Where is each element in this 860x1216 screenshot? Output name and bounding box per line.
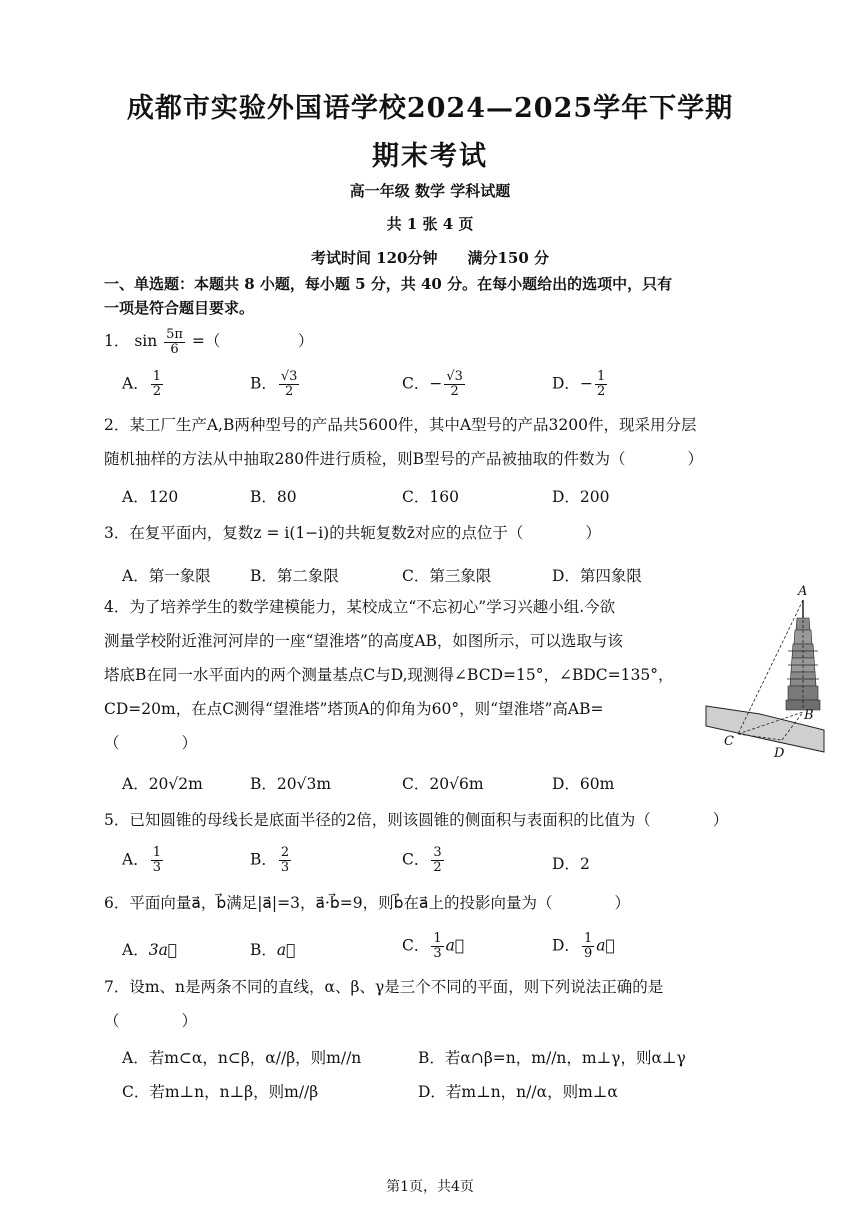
section1-heading-line2: 一项是符合题目要求。 bbox=[104, 299, 255, 317]
option-label: B． bbox=[250, 850, 277, 869]
q1-frac-den: 6 bbox=[170, 341, 179, 357]
option-label: A． bbox=[122, 941, 149, 959]
option-tail: a⃗ bbox=[596, 936, 615, 955]
question-7-line1: 7．设m、n是两条不同的直线，α、β、γ是三个不同的平面，则下列说法正确的是 bbox=[104, 978, 664, 996]
question-4-line3: 塔底B在同一水平面内的两个测量基点C与D,现测得∠BCD=15°，∠BDC=135°， bbox=[104, 666, 674, 684]
q5-option-b[interactable] bbox=[250, 846, 293, 875]
question-2-line1: 2．某工厂生产A,B两种型号的产品共5600件，其中A型号的产品3200件，现采用分层 bbox=[104, 416, 697, 434]
question-7-line2: （ ） bbox=[104, 1012, 198, 1030]
frac-den: 2 bbox=[285, 384, 294, 399]
q3-option-c[interactable]: C．第三象限 bbox=[402, 567, 492, 585]
q1-func: sin bbox=[134, 332, 158, 350]
option-label: D． bbox=[552, 855, 580, 873]
option-label: C． bbox=[402, 850, 430, 869]
option-label: B． bbox=[250, 941, 277, 959]
q2-option-b[interactable]: B．80 bbox=[250, 488, 297, 506]
frac-num: 1 bbox=[596, 369, 606, 384]
option-sign: − bbox=[579, 374, 593, 393]
q1-option-c[interactable] bbox=[402, 370, 467, 399]
q5-option-c[interactable] bbox=[402, 846, 446, 875]
label-c: C bbox=[724, 734, 734, 749]
option-label: B． bbox=[250, 374, 277, 393]
frac-num: √3 bbox=[280, 369, 298, 384]
frac-den: 2 bbox=[596, 384, 606, 399]
option-fraction bbox=[151, 370, 163, 399]
question-4-line1: 4．为了培养学生的数学建模能力，某校成立“不忘初心”学习兴趣小组.今欲 bbox=[104, 598, 616, 616]
frac-den: 3 bbox=[280, 860, 290, 875]
frac-num: 3 bbox=[433, 845, 442, 860]
frac-den: 9 bbox=[583, 946, 593, 961]
option-fraction bbox=[279, 370, 300, 399]
question-1-stem bbox=[104, 324, 313, 358]
page-footer: 第1页，共4页 bbox=[386, 1179, 474, 1195]
question-3-line1: 3．在复平面内，复数z = i(1−i)的共轭复数z̄对应的点位于（ ） bbox=[104, 524, 601, 542]
option-fraction bbox=[595, 370, 607, 399]
q2-option-c[interactable]: C．160 bbox=[402, 488, 459, 506]
option-fraction bbox=[431, 932, 443, 961]
question-5-line1: 5．已知圆锥的母线长是底面半径的2倍，则该圆锥的侧面积与表面积的比值为（ ） bbox=[104, 811, 729, 829]
q3-option-b[interactable]: B．第二象限 bbox=[250, 567, 339, 585]
option-fraction bbox=[431, 846, 443, 875]
frac-den: 3 bbox=[433, 946, 442, 961]
option-label: C． bbox=[402, 374, 430, 393]
q2-option-a[interactable]: A．120 bbox=[122, 488, 179, 506]
option-value: 3a⃗ bbox=[148, 941, 178, 959]
option-label: A． bbox=[122, 374, 149, 393]
exam-info-line: 考试时间 120分钟 满分150 分 bbox=[310, 249, 550, 267]
q7-option-d[interactable]: D．若m⊥n，n//α，则m⊥α bbox=[418, 1083, 618, 1101]
frac-num: 1 bbox=[433, 931, 442, 946]
pages-line: 共 1 张 4 页 bbox=[386, 215, 474, 233]
option-value: a⃗ bbox=[276, 941, 296, 959]
frac-num: 1 bbox=[152, 369, 161, 384]
q2-option-d[interactable]: D．200 bbox=[552, 488, 610, 506]
q3-option-a[interactable]: A．第一象限 bbox=[122, 567, 211, 585]
label-a: A bbox=[798, 584, 808, 599]
q4-option-b[interactable]: B．20√3m bbox=[250, 775, 332, 793]
option-label: D． bbox=[552, 374, 580, 393]
q3-option-d[interactable]: D．第四象限 bbox=[552, 567, 642, 585]
q1-suffix: =（ ） bbox=[191, 332, 314, 350]
option-label: C． bbox=[402, 936, 430, 955]
q1-option-b[interactable] bbox=[250, 370, 301, 399]
option-label: D． bbox=[552, 936, 580, 955]
frac-num: 1 bbox=[152, 845, 161, 860]
subject-line: 高一年级 数学 学科试题 bbox=[349, 182, 511, 200]
tower-figure bbox=[700, 584, 830, 772]
option-tail: a⃗ bbox=[445, 936, 465, 955]
option-fraction bbox=[582, 932, 594, 961]
section1-heading-line1: 一、单选题：本题共 8 小题，每小题 5 分，共 40 分。在每小题给出的选项中，只有 bbox=[104, 275, 673, 293]
q1-option-d[interactable] bbox=[552, 370, 609, 399]
q1-number: 1． bbox=[104, 332, 130, 350]
frac-den: 2 bbox=[433, 860, 442, 875]
q6-option-d[interactable] bbox=[552, 932, 615, 961]
q7-option-b[interactable]: B．若α∩β=n，m//n，m⊥γ，则α⊥γ bbox=[418, 1049, 686, 1067]
frac-den: 2 bbox=[152, 384, 161, 399]
q1-option-a[interactable] bbox=[122, 370, 165, 399]
exam-title-line1: 成都市实验外国语学校2024—2025学年下学期 bbox=[126, 93, 734, 124]
frac-den: 3 bbox=[152, 860, 161, 875]
option-label: A． bbox=[122, 850, 149, 869]
q6-option-b[interactable] bbox=[250, 938, 295, 960]
option-fraction bbox=[444, 370, 465, 399]
option-fraction bbox=[151, 846, 163, 875]
q4-option-d[interactable]: D．60m bbox=[552, 775, 615, 793]
frac-num: 1 bbox=[583, 931, 593, 946]
option-sign: − bbox=[429, 374, 443, 393]
label-d: D bbox=[774, 746, 785, 761]
question-4-line2: 测量学校附近淮河河岸的一座“望淮塔”的高度AB，如图所示，可以选取与该 bbox=[104, 632, 623, 650]
frac-num: 2 bbox=[280, 845, 290, 860]
q5-option-a[interactable] bbox=[122, 846, 165, 875]
q7-option-a[interactable]: A．若m⊂α，n⊂β，α//β，则m//n bbox=[122, 1049, 362, 1067]
question-6-line1: 6．平面向量a⃗，b⃗满足|a⃗|=3，a⃗·b⃗=9，则b⃗在a⃗上的投影向量为（ ） bbox=[104, 894, 630, 912]
q5-option-d[interactable] bbox=[552, 852, 590, 874]
exam-title-line2: 期末考试 bbox=[372, 141, 488, 172]
question-4-line4: CD=20m，在点C测得“望淮塔”塔顶A的仰角为60°，则“望淮塔”高AB= bbox=[104, 700, 604, 718]
option-fraction bbox=[279, 846, 291, 875]
option-value: 2 bbox=[579, 855, 590, 873]
section1-heading bbox=[104, 272, 764, 320]
q4-option-a[interactable]: A．20√2m bbox=[122, 775, 203, 793]
q6-option-a[interactable] bbox=[122, 938, 177, 960]
q1-frac-num: 5π bbox=[166, 326, 183, 342]
question-4-line5: （ ） bbox=[104, 734, 198, 752]
label-b: B bbox=[804, 708, 814, 723]
q6-option-c[interactable] bbox=[402, 932, 464, 961]
q4-option-c[interactable]: C．20√6m bbox=[402, 775, 484, 793]
q7-option-c[interactable]: C．若m⊥n，n⊥β，则m//β bbox=[122, 1083, 319, 1101]
question-2-line2: 随机抽样的方法从中抽取280件进行质检，则B型号的产品被抽取的件数为（ ） bbox=[104, 450, 703, 468]
frac-num: √3 bbox=[446, 369, 463, 384]
tower-illustration bbox=[700, 588, 830, 768]
q1-fraction bbox=[164, 328, 185, 357]
frac-den: 2 bbox=[450, 384, 459, 399]
